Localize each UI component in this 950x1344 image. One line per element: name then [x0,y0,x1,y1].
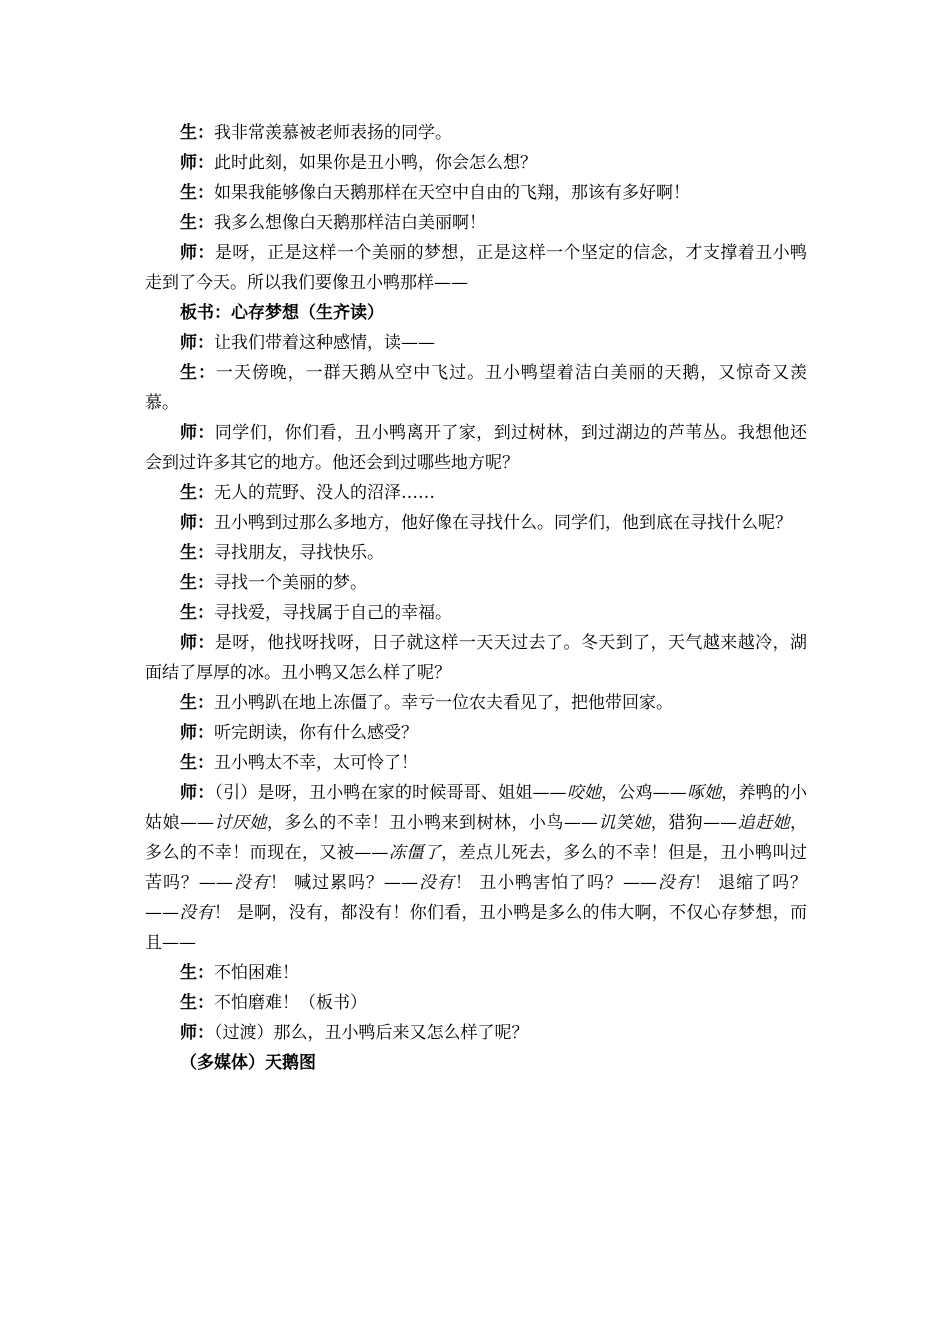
line-text: 寻找朋友，寻找快乐。 [214,543,384,563]
line-text: 是呀，他找呀找呀，日子就这样一天天过去了。冬天到了，天气越来越冷，湖面结了厚厚的冰。丑小鸭又怎么样了呢？ [145,633,808,683]
speaker-label: 生： [180,693,214,713]
dialogue-line [145,178,807,208]
line-text: 寻找爱，寻找属于自己的幸福。 [214,603,452,623]
paragraph-text: ，养鸭的小姑娘—— [145,783,808,833]
dialogue-line [145,958,807,988]
document-page [145,118,807,1078]
line-text: 丑小鸭到过那么多地方，他好像在寻找什么。同学们，他到底在寻找什么呢？ [214,513,792,533]
dialogue-tail [145,958,807,1048]
speaker-label: 板书： [180,303,231,323]
speaker-label: 师： [180,333,214,353]
dialogue-line [145,508,807,538]
speaker-label: 生： [180,123,214,143]
speaker-label: 师： [180,723,214,743]
speaker-label: 生： [180,963,214,983]
line-text: 无人的荒野、没人的沼泽…… [214,483,435,503]
speaker-label: 生： [180,753,214,773]
dialogue-line [145,478,807,508]
emphasis-text: 追赶她 [737,813,791,833]
line-text: 一天傍晚，一群天鹅从空中飞过。丑小鸭望着洁白美丽的天鹅，又惊奇又羡慕。 [145,363,808,413]
emphasis-text: 没有 [232,873,270,893]
speaker-label: 师： [180,423,215,443]
line-text: 听完朗读，你有什么感受？ [214,723,418,743]
dialogue-line [145,628,807,688]
speaker-label: 师： [180,633,215,653]
dialogue-line [145,988,807,1018]
emphasis-text: 讨厌她 [213,813,267,833]
line-text: 丑小鸭太不幸，太可怜了！ [214,753,418,773]
paragraph-text: ，多么的不幸！而现在，又被—— [145,813,808,863]
dialogue-line [145,298,807,328]
emphasis-text: 没有 [656,873,694,893]
speaker-label: 师： [180,513,214,533]
speaker-label: 生： [180,993,214,1013]
dialogue-line [145,1018,807,1048]
dialogue-line [145,748,807,778]
speaker-label: 生： [180,183,214,203]
emphasis-text: 咬她 [566,783,602,803]
dialogue-line [145,568,807,598]
dialogue-line [145,238,807,298]
line-text: 不怕磨难！（板书） [214,993,367,1013]
dialogue-line [145,718,807,748]
speaker-label: 师： [180,153,214,173]
line-text: 如果我能够像白天鹅那样在天空中自由的飞翔，那该有多好啊！ [214,183,690,203]
dialogue-line [145,328,807,358]
line-text: （过渡）那么，丑小鸭后来又怎么样了呢？ [214,1023,529,1043]
media-line: （多媒体）天鹅图 [180,1053,316,1073]
line-text: 我非常羡慕被老师表扬的同学。 [214,123,452,143]
dialogue-line [145,148,807,178]
dialogue-line [145,118,807,148]
dialogue-line [145,538,807,568]
speaker-label: 生： [180,483,214,503]
paragraph-text: （引）是呀，丑小鸭在家的时候哥哥、姐姐—— [214,783,567,803]
line-text: 是呀，正是这样一个美丽的梦想，正是这样一个坚定的信念，才支撑着丑小鸭走到了今天。所以我们要像丑小鸭那样—— [145,243,808,293]
dialogue-lines [145,118,807,778]
paragraph-text: ！ 喊过累吗？—— [269,873,418,893]
emphasis-text: 冻僵了 [388,843,442,863]
paragraph-text: ，公鸡—— [601,783,687,803]
speaker-label: 生： [180,213,214,233]
line-text: 寻找一个美丽的梦。 [214,573,367,593]
long-paragraph [145,778,807,958]
dialogue-line [145,598,807,628]
line-text: 我多么想像白天鹅那样洁白美丽啊！ [214,213,486,233]
line-text: 同学们，你们看，丑小鸭离开了家，到过树林，到过湖边的芦苇丛。我想他还会到过许多其它的地方。他还会到过哪些地方呢？ [145,423,808,473]
emphasis-text: 没有 [417,873,455,893]
paragraph-text: ，差点儿死去，多么的不幸！但是，丑小鸭叫过苦吗？—— [145,843,808,893]
speaker-label: 生： [180,363,216,383]
emphasis-text: 讥笑她 [597,813,651,833]
emphasis-text: 啄她 [686,783,722,803]
line-text: 丑小鸭趴在地上冻僵了。幸亏一位农夫看见了，把他带回家。 [214,693,673,713]
dialogue-line [145,358,807,418]
line-text: 心存梦想（生齐读） [231,303,384,323]
paragraph-text: ，多么的不幸！丑小鸭来到树林，小鸟—— [266,813,598,833]
paragraph-text: ！ 是啊，没有，都没有！你们看，丑小鸭是多么的伟大啊，不仅心存梦想，而且—— [145,903,807,953]
speaker-label: 师： [180,243,215,263]
speaker-label: 生： [180,603,214,623]
emphasis-text: 没有 [179,903,214,923]
paragraph-text: ！ 丑小鸭害怕了吗？—— [454,873,657,893]
speaker-label: 师： [180,1023,214,1043]
dialogue-line [145,418,807,478]
paragraph-text: ，猎狗—— [650,813,738,833]
dialogue-line [145,208,807,238]
speaker-label: 生： [180,543,214,563]
dialogue-line [145,688,807,718]
speaker-label: 生： [180,573,214,593]
line-text: 此时此刻，如果你是丑小鸭，你会怎么想？ [214,153,537,173]
line-text: 不怕困难！ [214,963,299,983]
line-text: 让我们带着这种感情，读—— [214,333,435,353]
paragraph-text: ！ 退缩了吗？—— [145,873,808,923]
speaker-label: 师： [180,783,215,803]
